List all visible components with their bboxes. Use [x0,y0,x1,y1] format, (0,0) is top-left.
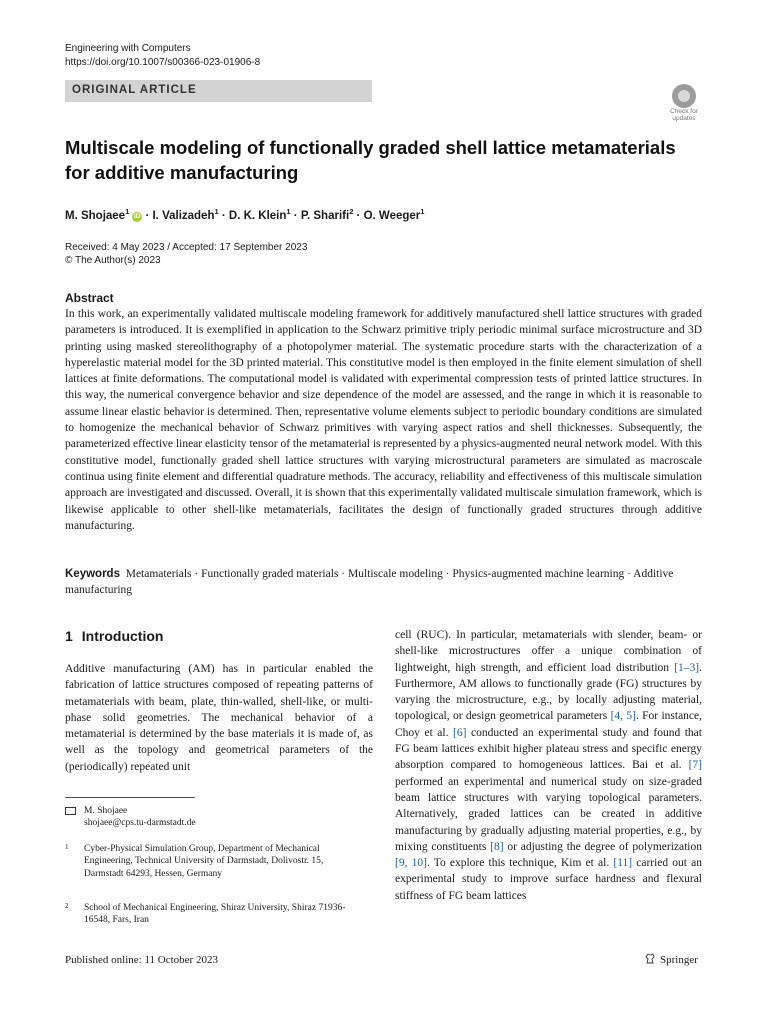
publisher-name: Springer [660,954,698,966]
section-number: 1 [65,628,73,644]
author-name[interactable]: O. Weeger [363,209,421,222]
intro-column-left: Additive manufacturing (AM) has in particular enabled the fabrication of lattice structures composed of repeating patterns of metamaterials with beam, plate, thin-walled, shell-like, or multi-phase solid geometries. The mechanical behavior of a metamaterial is determined by the base materials it is made of, as well as the topology and geometrical parameters of the (periodically) repeated unit [65,663,373,773]
affiliation-number: 2 [65,902,69,910]
intro-column-right: cell (RUC). In particular, metamaterials with slender, beam- or shell-like microstructures offer a unique combination of lightweight, high strength, and efficient load distribution [1–3]. Furthermore, AM allows to functionally grade (FG) structures by varying the microstructure, e.g., by locally adjusting material, topological, or design geometrical parameters [4, 5]. For instance, Choy et al. [6] conducted an experimental study and found that FG beam lattices exhibit higher plateau stress and specific energy absorption compared to homogeneous lattices. Bai et al. [7] performed an experimental and numerical study on size-graded beam lattice structures with varying topological parameters. Alternatively, graded lattices can be created in additive manufacturing by gradually adjusting material properties, e.g., by mixing constituents [8] or adjusting the degree of polymerization [9, 10]. To explore this technique, Kim et al. [11] carried out an experimental study to improve surface hardness and flexural stiffness of FG beam lattices [395,629,703,902]
orcid-icon[interactable]: iD [134,212,141,220]
citation-link[interactable]: [7] [688,759,702,772]
keywords-label: Keywords [65,568,120,580]
corresponding-name: M. Shojaee [84,806,128,816]
article-dates [65,241,307,267]
published-date: Published online: 11 October 2023 [65,954,218,966]
footnote-divider [65,797,195,798]
doi-link[interactable]: https://doi.org/10.1007/s00366-023-01906-8 [65,57,261,68]
article-type-label: ORIGINAL ARTICLE [72,84,197,96]
corresponding-email[interactable]: shojaee@cps.tu-darmstadt.de [84,818,196,829]
received-accepted-date: Received: 4 May 2023 / Accepted: 17 September 2023 [65,242,308,253]
article-title: Multiscale modeling of functionally graded shell lattice metamaterials for additive manufacturing [65,137,676,183]
affiliation-text: Cyber-Physical Simulation Group, Department of Mechanical Engineering, Technical University of Darmstadt, Dolivostr. 15, Darmstadt 64293, Hessen, Germany [84,844,324,879]
keywords [65,566,702,599]
check-updates-icon [672,84,696,108]
affiliation-number: 1 [65,843,69,851]
author-name[interactable]: P. Sharifi [300,209,350,222]
keywords-list: Metamaterials · Functionally graded materials · Multiscale modeling · Physics-augmented machine learning · Additive manufacturing [65,568,674,597]
citation-link[interactable]: [11] [613,857,633,870]
section-heading-introduction [65,628,163,644]
journal-name: Engineering with Computers [65,43,191,54]
springer-horse-icon [645,953,655,964]
journal-header [65,42,260,70]
check-for-updates-badge[interactable] [664,84,704,124]
affiliation-text: School of Mechanical Engineering, Shiraz University, Shiraz 71936-16548, Fars, Iran [84,903,346,926]
check-updates-label: Check for updates [670,108,698,122]
author-list: M. Shojaee$^1$iD · I. Valizadeh$^1$ · D. K. Klein$^1$ · P. Sharifi$^2$ · O. Weeger$^1$ [65,207,425,222]
author-name[interactable]: M. Shojaee [65,209,126,222]
citation-link[interactable]: [4, 5] [610,710,636,723]
citation-link[interactable]: [8] [490,840,504,853]
author-name[interactable]: D. K. Klein [228,209,287,222]
citation-link[interactable]: [9, 10] [395,857,427,870]
article-type-banner [65,80,372,102]
abstract-text: In this work, an experimentally validated multiscale modeling framework for additively manufactured shell lattice structures with graded parameters is introduced. It is exemplified in application to the Schwarz primitive triply periodic minimal surface microstructure and 3D printing using masked stereolithography of a photopolymer material. The systematic procedure starts with the characterization of a hyperelastic material model for the 3D printed material. This constitutive model is then employed in the finite element simulation of shell lattices at finite deformations. The computational model is validated with experimental compression tests of printed lattice structures. In this way, the numerical convergence behavior and size dependence of the model are assessed, and the range in which it is reasonable to assume linear elastic behavior is determined. Then, representative volume elements subject to periodic boundary conditions are simulated to homogenize the mechanical behavior of Schwarz primitives with varying aspect ratios and shell thicknesses. Subsequently, the parameterized effective linear elasticity tensor of the metamaterial is represented by a physics-augmented neural network model. With this constitutive model, functionally graded shell lattice structures with varying microstructural parameters are simulated as macroscale continua using finite element and differential quadrature methods. The accuracy, reliability and effectiveness of this multiscale simulation approach are investigated and discussed. Overall, it is shown that this experimentally validated multiscale simulation framework, which is likewise applicable to other shell-like metamaterials, facilitates the design of functionally graded structures through additive manufacturing. [65,308,702,532]
publisher-logo [645,953,698,966]
author-name[interactable]: I. Valizadeh [152,209,215,222]
abstract-heading: Abstract [65,291,114,305]
citation-link[interactable]: [1–3] [674,661,700,674]
envelope-icon [65,807,76,815]
section-title: Introduction [81,628,164,644]
copyright-line: © The Author(s) 2023 [65,255,161,266]
citation-link[interactable]: [6] [453,726,467,739]
